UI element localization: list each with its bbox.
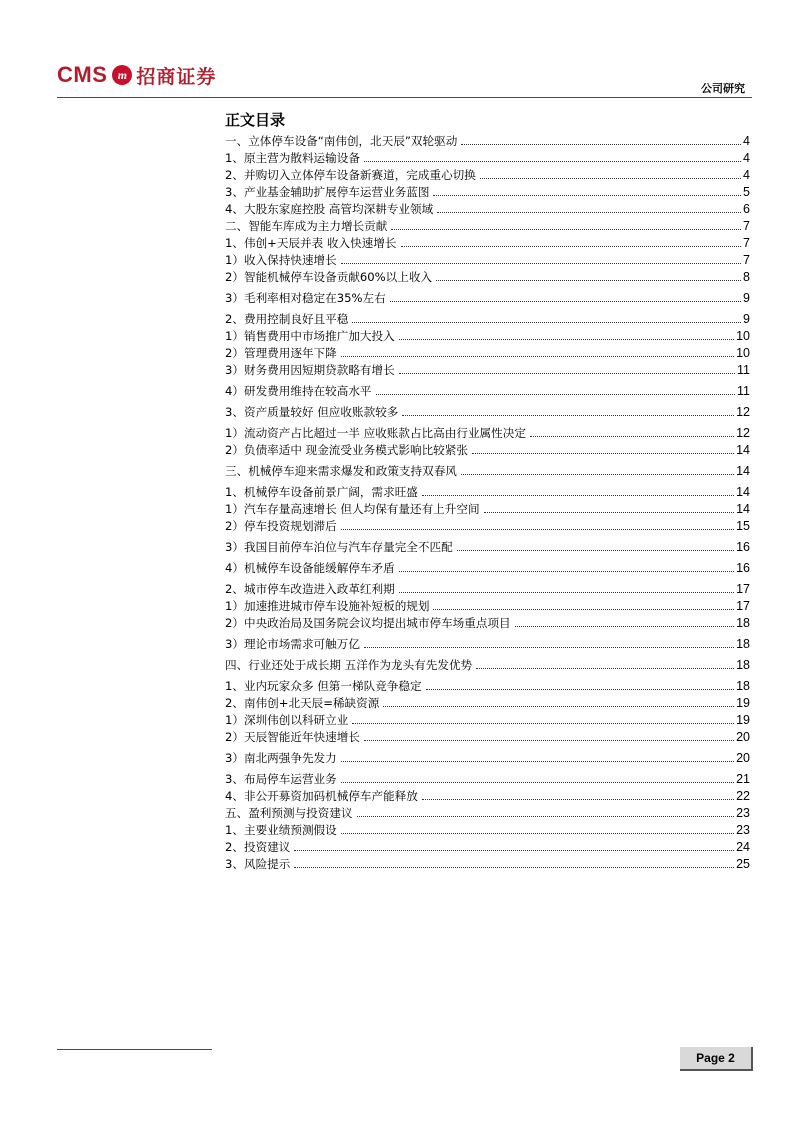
toc-leader-dots: [341, 782, 734, 783]
toc-entry-text: 2）停车投资规划滞后: [225, 519, 337, 533]
toc-entry-text: 2、费用控制良好且平稳: [225, 312, 349, 326]
toc-entry-text: 3、布局停车运营业务: [225, 772, 337, 786]
toc-leader-dots: [530, 436, 734, 437]
toc-entry[interactable]: [225, 362, 750, 378]
toc-entry-text: 3）理论市场需求可触万亿: [225, 637, 360, 651]
toc-entry[interactable]: [225, 657, 750, 673]
toc-leader-dots: [476, 668, 734, 669]
toc-entry-page: 14: [736, 464, 750, 478]
toc-entry-text: 1、业内玩家众多 但第一梯队竞争稳定: [225, 679, 422, 693]
footer-divider: [57, 1049, 212, 1050]
toc-leader-dots: [341, 529, 734, 530]
toc-leader-dots: [391, 229, 741, 230]
toc-entry-page: 21: [736, 772, 750, 786]
toc-entry[interactable]: [225, 328, 750, 344]
toc-leader-dots: [399, 592, 734, 593]
toc-entry[interactable]: [225, 269, 750, 285]
toc-entry-text: 4）研发费用维持在较高水平: [225, 384, 372, 398]
toc-leader-dots: [357, 816, 735, 817]
toc-entry[interactable]: [225, 345, 750, 361]
toc-entry[interactable]: [225, 839, 750, 855]
toc-leader-dots: [341, 833, 734, 834]
toc-entry-page: 10: [736, 329, 750, 343]
toc-entry[interactable]: [225, 518, 750, 534]
toc-entry[interactable]: [225, 501, 750, 517]
toc-entry-text: 1、主要业绩预测假设: [225, 823, 337, 837]
toc-entry-page: 22: [736, 789, 750, 803]
toc-entry-text: 4、非公开募资加码机械停车产能释放: [225, 789, 418, 803]
logo-chinese-name: 招商证券: [136, 65, 217, 88]
toc-leader-dots: [294, 850, 734, 851]
toc-entry-page: 23: [736, 806, 750, 820]
toc-entry-text: 1）加速推进城市停车设施补短板的规划: [225, 599, 430, 613]
toc-entry-text: 2、南伟创+北天辰=稀缺资源: [225, 696, 380, 710]
toc-entry-text: 3）财务费用因短期贷款略有增长: [225, 363, 395, 377]
toc-entry[interactable]: [225, 805, 750, 821]
toc-entry[interactable]: [225, 150, 750, 166]
toc-entry[interactable]: [225, 167, 750, 183]
toc-entry-text: 1）深圳伟创以科研立业: [225, 713, 349, 727]
toc-entry[interactable]: [225, 252, 750, 268]
toc-entry-text: 1）汽车存量高速增长 但人均保有量还有上升空间: [225, 502, 480, 516]
toc-entry-page: 6: [743, 202, 750, 216]
toc-entry-page: 17: [736, 599, 750, 613]
toc-entry[interactable]: [225, 750, 750, 766]
toc-entry-page: 19: [736, 713, 750, 727]
toc-entry-page: 20: [736, 730, 750, 744]
toc-entry[interactable]: [225, 290, 750, 306]
toc-entry-text: 五、盈利预测与投资建议: [225, 806, 353, 820]
toc-entry-text: 1）销售费用中市场推广加大投入: [225, 329, 395, 343]
toc-entry-text: 一、立体停车设备“南伟创，北天辰”双轮驱动: [225, 134, 458, 148]
toc-entry-page: 19: [736, 696, 750, 710]
toc-entry-text: 2、并购切入立体停车设备新赛道，完成重心切换: [225, 168, 476, 182]
toc-entry-text: 4、大股东家庭控股 高管均深耕专业领域: [225, 202, 434, 216]
toc-entry-page: 25: [736, 857, 750, 871]
toc-entry-text: 2、投资建议: [225, 840, 291, 854]
toc-leader-dots: [480, 178, 741, 179]
toc-entry-page: 16: [736, 540, 750, 554]
toc-leader-dots: [352, 322, 741, 323]
toc-entry[interactable]: [225, 484, 750, 500]
toc-entry[interactable]: [225, 788, 750, 804]
toc-entry-page: 15: [736, 519, 750, 533]
toc-entry-text: 三、机械停车迎来需求爆发和政策支持双春风: [225, 464, 457, 478]
toc-entry-text: 3）南北两强争先发力: [225, 751, 337, 765]
toc-entry-text: 1、伟创+天辰并表 收入快速增长: [225, 236, 397, 250]
toc-entry-page: 14: [736, 502, 750, 516]
toc-leader-dots: [352, 723, 734, 724]
toc-entry-text: 1）收入保持快速增长: [225, 253, 337, 267]
toc-title: 正文目录: [225, 111, 286, 129]
toc-entry[interactable]: [225, 404, 750, 420]
page-number-badge: Page 2: [680, 1047, 753, 1071]
toc-leader-dots: [433, 195, 741, 196]
toc-entry-page: 23: [736, 823, 750, 837]
toc-leader-dots: [472, 453, 734, 454]
section-tag: 公司研究: [701, 82, 745, 95]
toc-leader-dots: [515, 626, 734, 627]
toc-entry-page: 18: [736, 679, 750, 693]
toc-entry[interactable]: [225, 856, 750, 872]
toc-entry-text: 2）中央政治局及国务院会议均提出城市停车场重点项目: [225, 616, 511, 630]
toc-leader-dots: [364, 161, 741, 162]
toc-entry-page: 4: [743, 151, 750, 165]
toc-entry[interactable]: [225, 311, 750, 327]
toc-entry-text: 3）我国目前停车泊位与汽车存量完全不匹配: [225, 540, 453, 554]
toc-leader-dots: [461, 144, 741, 145]
toc-entry[interactable]: [225, 133, 750, 149]
toc-leader-dots: [484, 512, 735, 513]
toc-leader-dots: [390, 301, 741, 302]
toc-leader-dots: [461, 474, 734, 475]
toc-leader-dots: [341, 263, 741, 264]
toc-entry-page: 18: [736, 658, 750, 672]
toc-entry-page: 24: [736, 840, 750, 854]
toc-entry[interactable]: [225, 822, 750, 838]
toc-entry-page: 10: [736, 346, 750, 360]
toc-entry-page: 9: [743, 312, 750, 326]
toc-entry-text: 3、风险提示: [225, 857, 291, 871]
toc-leader-dots: [341, 356, 734, 357]
toc-entry-text: 1、原主营为散料运输设备: [225, 151, 360, 165]
toc-entry[interactable]: [225, 383, 750, 399]
toc-entry-page: 12: [736, 405, 750, 419]
toc-entry-page: 4: [743, 168, 750, 182]
toc-leader-dots: [426, 689, 735, 690]
toc-entry[interactable]: [225, 442, 750, 458]
toc-entry-text: 2、城市停车改造进入政革红利期: [225, 582, 395, 596]
toc-leader-dots: [422, 495, 734, 496]
toc-entry[interactable]: [225, 581, 750, 597]
logo-mark-icon: m: [112, 65, 132, 85]
toc-entry-text: 四、行业还处于成长期 五洋作为龙头有先发优势: [225, 658, 473, 672]
toc-entry[interactable]: [225, 463, 750, 479]
toc-entry-text: 3）毛利率相对稳定在35%左右: [225, 291, 386, 305]
logo-cms-text: CMS: [57, 62, 108, 87]
toc-entry[interactable]: [225, 235, 750, 251]
toc-entry-page: 9: [743, 291, 750, 305]
toc-entry[interactable]: [225, 636, 750, 652]
toc-leader-dots: [457, 550, 734, 551]
toc-entry-page: 7: [743, 253, 750, 267]
toc-leader-dots: [436, 280, 741, 281]
toc-leader-dots: [376, 394, 736, 395]
toc-entry-page: 4: [743, 134, 750, 148]
toc-leader-dots: [402, 415, 734, 416]
toc-entry[interactable]: [225, 201, 750, 217]
toc-entry-text: 2）智能机械停车设备贡献60%以上收入: [225, 270, 433, 284]
toc-leader-dots: [422, 799, 734, 800]
toc-entry[interactable]: [225, 712, 750, 728]
toc-entry-text: 3、产业基金辅助扩展停车运营业务蓝图: [225, 185, 430, 199]
toc-entry-page: 7: [743, 236, 750, 250]
toc-entry-text: 3、资产质量较好 但应收账款较多: [225, 405, 399, 419]
toc-entry[interactable]: [225, 678, 750, 694]
toc-entry[interactable]: [225, 539, 750, 555]
company-logo: [57, 62, 216, 88]
toc-entry-page: 11: [737, 363, 750, 377]
toc-entry-page: 17: [736, 582, 750, 596]
toc-leader-dots: [383, 706, 734, 707]
toc-entry-text: 1）流动资产占比超过一半 应收账款占比高由行业属性决定: [225, 426, 526, 440]
toc-leader-dots: [399, 339, 734, 340]
toc-leader-dots: [341, 761, 734, 762]
toc-entry-text: 2）天辰智能近年快速增长: [225, 730, 360, 744]
toc-entry-text: 2）负债率适中 现金流受业务模式影响比较紧张: [225, 443, 468, 457]
toc-entry-page: 16: [736, 561, 750, 575]
toc-entry-page: 20: [736, 751, 750, 765]
toc-entry-page: 18: [736, 616, 750, 630]
toc-entry[interactable]: [225, 560, 750, 576]
toc-leader-dots: [399, 373, 735, 374]
toc-entry-text: 4）机械停车设备能缓解停车矛盾: [225, 561, 395, 575]
toc-entry[interactable]: [225, 425, 750, 441]
toc-entry[interactable]: [225, 598, 750, 614]
toc-entry-page: 12: [736, 426, 750, 440]
toc-entry-page: 8: [743, 270, 750, 284]
toc-entry[interactable]: [225, 615, 750, 631]
toc-entry[interactable]: [225, 218, 750, 234]
header-divider: [57, 97, 752, 98]
toc-entry[interactable]: [225, 729, 750, 745]
toc-entry-page: 18: [736, 637, 750, 651]
toc-list: [225, 133, 750, 873]
toc-leader-dots: [364, 647, 734, 648]
toc-entry-page: 14: [736, 485, 750, 499]
toc-entry-page: 5: [743, 185, 750, 199]
toc-leader-dots: [364, 740, 734, 741]
toc-entry[interactable]: [225, 695, 750, 711]
toc-entry[interactable]: [225, 771, 750, 787]
toc-entry-text: 二、智能车库成为主力增长贡献: [225, 219, 388, 233]
toc-entry-page: 14: [736, 443, 750, 457]
toc-leader-dots: [401, 246, 742, 247]
toc-leader-dots: [433, 609, 734, 610]
toc-entry[interactable]: [225, 184, 750, 200]
toc-leader-dots: [437, 212, 741, 213]
toc-entry-page: 7: [743, 219, 750, 233]
toc-entry-text: 2）管理费用逐年下降: [225, 346, 337, 360]
toc-entry-text: 1、机械停车设备前景广阔，需求旺盛: [225, 485, 418, 499]
toc-leader-dots: [294, 867, 734, 868]
toc-leader-dots: [399, 571, 734, 572]
toc-entry-page: 11: [737, 384, 750, 398]
